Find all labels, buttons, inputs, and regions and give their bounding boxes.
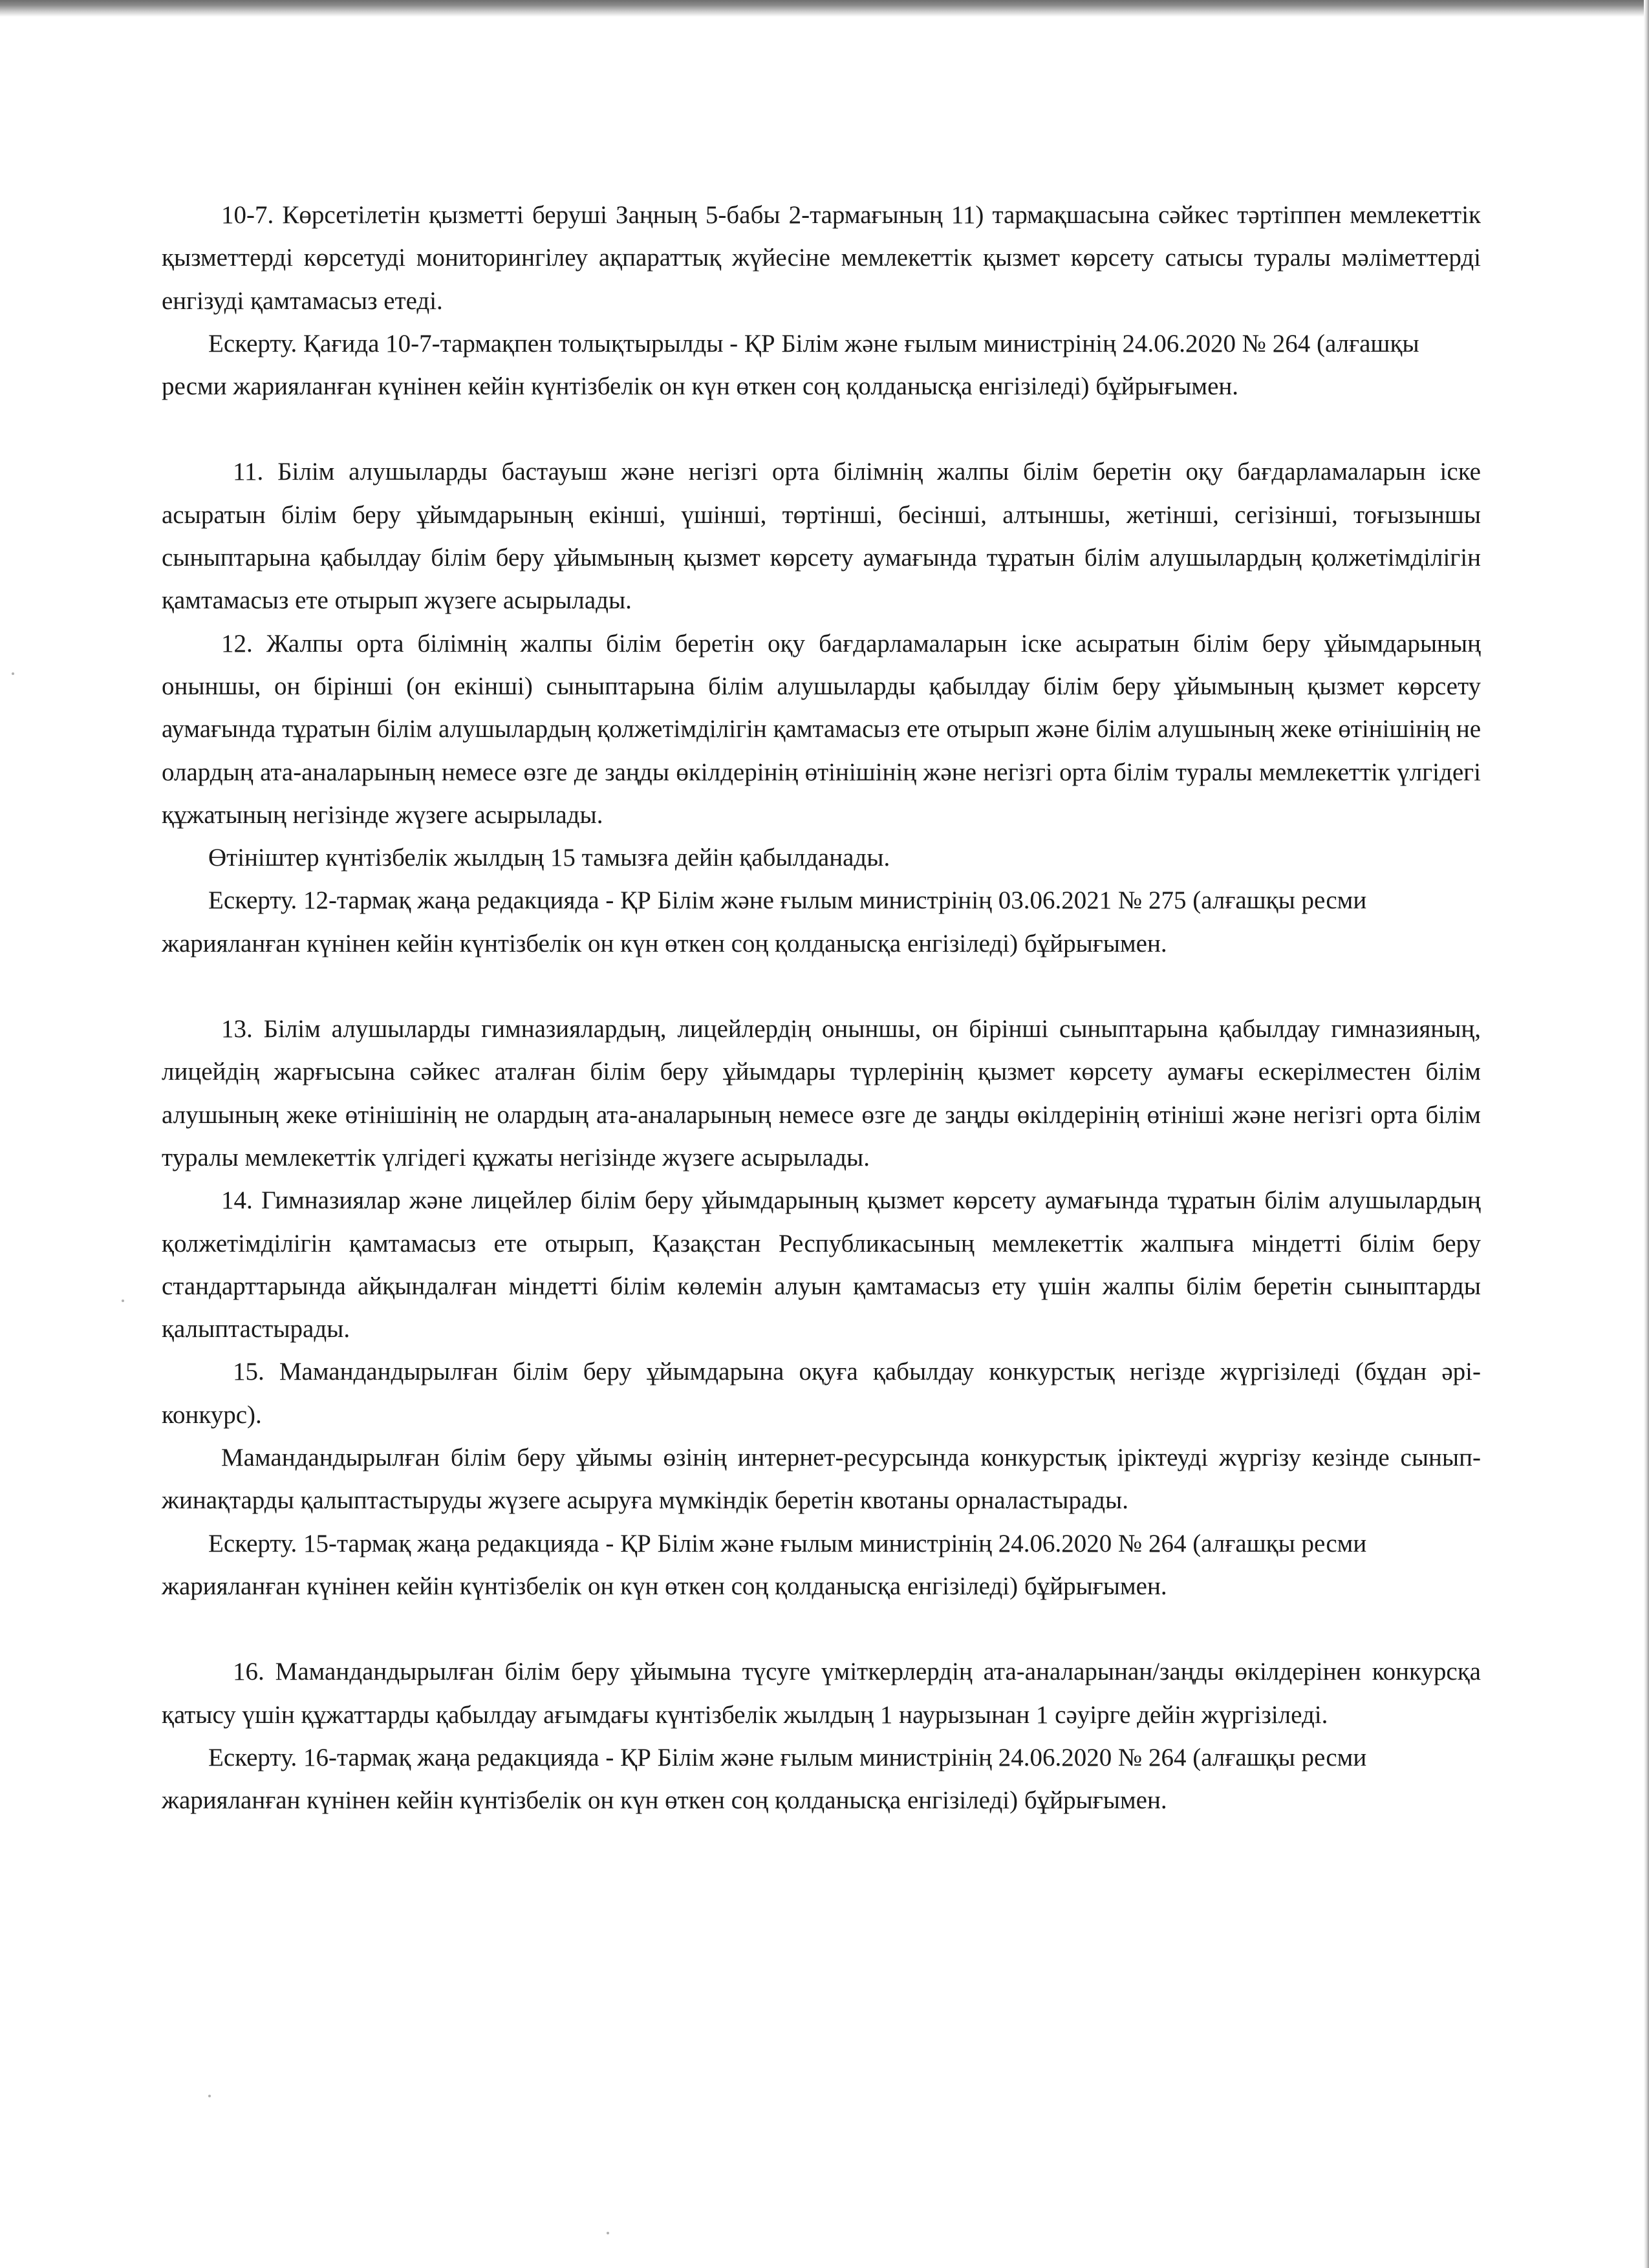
paragraph-15: 15. Мамандандырылған білім беру ұйымдарына оқуға қабылдау конкурстық негізде жүргізіледі (бұдан әрі-конкурс). xyxy=(162,1358,1481,1429)
scan-speck xyxy=(607,2232,609,2234)
note-10-7: Ескерту. Қағида 10-7-тармақпен толықтырылды - ҚР Білім және ғылым министрінің 24.06.2020 № 264 (алғашқы ресми жарияланған күнінен кейін күнтізбелік он күн өткен соң қолданысқа енгізіледі) бұйрығымен. xyxy=(162,329,1419,401)
note-15: Ескерту. 15-тармақ жаңа редакцияда - ҚР Білім және ғылым министрінің 24.06.2020 № 264 (алғашқы ресми жарияланған күнінен кейін күнтізбелік он күн өткен соң қолданысқа енгізіледі) бұйрығымен. xyxy=(162,1529,1367,1600)
paragraph-12: 12. Жалпы орта білімнің жалпы білім беретін оқу бағдарламаларын іске асыратын білім беру ұйымдарының оныншы, он бірінші (он екінші) сыныптарына білім алушыларды қабылдау білім беру ұйымының қызмет көрсету аумағында тұратын білім алушылардың қолжетімділігін қамтамасыз ете отырып және білім алушының жеке өтінішінің не олардың ата-аналарының немесе өзге де заңды өкілдерінің өтінішінің және негізгі орта білім туралы мемлекеттік үлгідегі құжатының негізінде жүзеге асырылады. xyxy=(162,629,1481,829)
paragraph-15-quota: Мамандандырылған білім беру ұйымы өзінің интернет-ресурсында конкурстық іріктеуді жүргізу кезінде сынып-жинақтарды қалыптастыруды жүзеге асыруға мүмкіндік беретін квотаны орналастырады. xyxy=(162,1444,1481,1515)
applications-deadline: Өтініштер күнтізбелік жылдың 15 тамызға дейін қабылданады. xyxy=(208,844,890,872)
document-body xyxy=(162,194,1481,1822)
scan-right-edge xyxy=(1644,0,1649,2268)
paragraph-14: 14. Гимназиялар және лицейлер білім беру ұйымдарының қызмет көрсету аумағында тұратын білім алушылардың қолжетімділігін қамтамасыз ете отырып, Қазақстан Республикасының мемлекеттік жалпыға міндетті білім беру стандарттарында айқындалған міндетті білім көлемін алуын қамтамасыз ету үшін жалпы білім беретін сыныптарды қалыптастырады. xyxy=(162,1186,1481,1343)
scan-speck xyxy=(12,672,14,675)
note-16: Ескерту. 16-тармақ жаңа редакцияда - ҚР Білім және ғылым министрінің 24.06.2020 № 264 (алғашқы ресми жарияланған күнінен кейін күнтізбелік он күн өткен соң қолданысқа енгізіледі) бұйрығымен. xyxy=(162,1743,1367,1815)
scan-speck xyxy=(122,1300,124,1302)
paragraph-16: 16. Мамандандырылған білім беру ұйымына түсуге үміткерлердің ата-аналарынан/заңды өкілдерінен конкурсқа қатысу үшін құжаттарды қабылдау ағымдағы күнтізбелік жылдың 1 наурызынан 1 сәуірге дейін жүргізіледі. xyxy=(162,1658,1481,1729)
paragraph-gap xyxy=(162,965,1481,1008)
scan-top-edge xyxy=(0,0,1649,17)
note-12: Ескерту. 12-тармақ жаңа редакцияда - ҚР Білім және ғылым министрінің 03.06.2021 № 275 (алғашқы ресми жарияланған күнінен кейін күнтізбелік он күн өткен соң қолданысқа енгізіледі) бұйрығымен. xyxy=(162,886,1367,957)
paragraph-gap xyxy=(162,1608,1481,1651)
paragraph-gap xyxy=(162,408,1481,451)
paragraph-11: 11. Білім алушыларды бастауыш және негізгі орта білімнің жалпы білім беретін оқу бағдарламаларын іске асыратын білім беру ұйымдарының екінші, үшінші, төртінші, бесінші, алтыншы, жетінші, сегізінші, тоғызыншы сыныптарына қабылдау білім беру ұйымының қызмет көрсету аумағында тұратын білім алушылардың қолжетімділігін қамтамасыз ете отырып жүзеге асырылады. xyxy=(162,458,1481,615)
scan-speck xyxy=(208,2095,211,2097)
paragraph-13: 13. Білім алушыларды гимназиялардың, лицейлердің оныншы, он бірінші сыныптарына қабылдау гимназияның, лицейдің жарғысына сәйкес аталған білім беру ұйымдары түрлерінің қызмет көрсету аумағы ескерілместен білім алушының жеке өтінішінің не олардың ата-аналарының немесе өзге де заңды өкілдерінің өтініші және негізгі орта білім туралы мемлекеттік үлгідегі құжаты негізінде жүзеге асырылады. xyxy=(162,1015,1481,1171)
paragraph-10-7: 10-7. Көрсетілетін қызметті беруші Заңның 5-бабы 2-тармағының 11) тармақшасына сәйкес тәртіппен мемлекеттік қызметтерді көрсетуді мониторингілеу ақпараттық жүйесіне мемлекеттік қызмет көрсету сатысы туралы мәліметтерді енгізуді қамтамасыз етеді. xyxy=(162,201,1481,315)
